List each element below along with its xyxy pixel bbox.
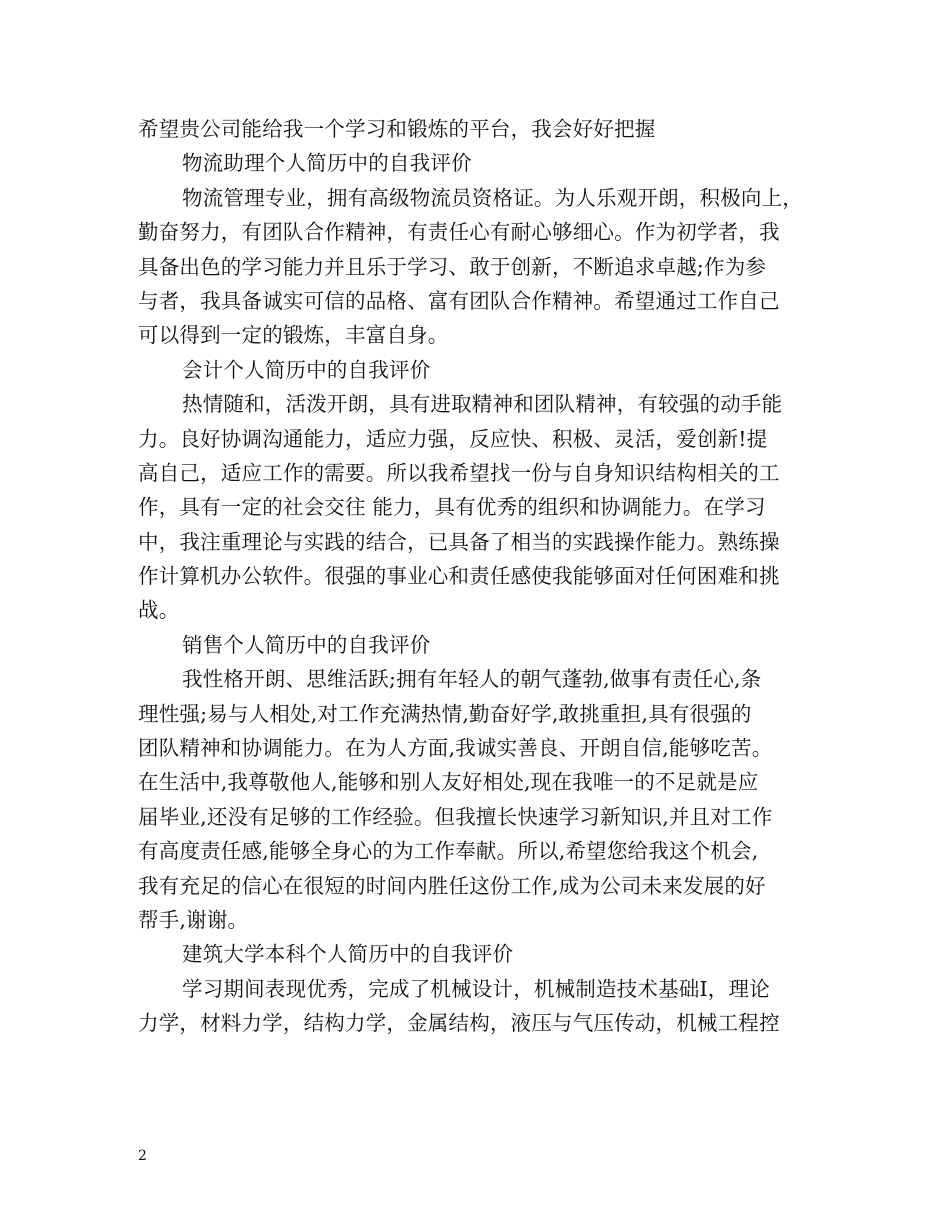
text-line: 希望贵公司能给我一个学习和锻炼的平台，我会好好把握 <box>138 117 656 141</box>
text-line: 高自己，适应工作的需要。所以我希望找一份与自身知识结构相关的工 <box>138 460 780 485</box>
section-heading-logistics: 物流助理个人简历中的自我评价 <box>182 151 472 176</box>
text-line: 战。 <box>138 598 180 623</box>
section-heading-architecture: 建筑大学本科个人简历中的自我评价 <box>182 942 514 967</box>
text-line: 我性格开朗、思维活跃;拥有年轻人的朝气蓬勃,做事有责任心,条 <box>182 667 762 692</box>
text-line: 中，我注重理论与实践的结合，已具备了相当的实践操作能力。熟练操 <box>138 529 780 554</box>
text-line: 勤奋努力，有团队合作精神，有责任心有耐心够细心。作为初学者，我 <box>138 220 780 245</box>
text-line: 力。良好协调沟通能力，适应力强，反应快、积极、灵活，爱创新!提 <box>138 426 768 451</box>
section-heading-sales: 销售个人简历中的自我评价 <box>182 632 431 657</box>
document-body <box>138 112 828 1041</box>
text-line: 学习期间表现优秀，完成了机械设计，机械制造技术基础Ⅰ，理论 <box>182 976 770 1001</box>
page-number: 2 <box>138 1148 147 1164</box>
text-line: 有高度责任感,能够全身心的为工作奉献。所以,希望您给我这个机会, <box>138 839 759 864</box>
text-line: 理性强;易与人相处,对工作充满热情,勤奋好学,敢挑重担,具有很强的 <box>138 701 752 726</box>
text-line: 物流管理专业，拥有高级物流员资格证。为人乐观开朗，积极向上， <box>182 185 803 210</box>
text-line: 作计算机办公软件。很强的事业心和责任感使我能够面对任何困难和挑 <box>138 564 780 589</box>
text-line: 团队精神和协调能力。在为人方面,我诚实善良、开朗自信,能够吃苦。 <box>138 736 773 761</box>
text-line: 可以得到一定的锻炼，丰富自身。 <box>138 323 449 348</box>
text-line: 在生活中,我尊敬他人,能够和别人友好相处,现在我唯一的不足就是应 <box>138 770 759 795</box>
text-line: 我有充足的信心在很短的时间内胜任这份工作,成为公司未来发展的好 <box>138 873 766 898</box>
text-line: 热情随和，活泼开朗，具有进取精神和团队精神，有较强的动手能 <box>182 392 783 417</box>
text-line: 作，具有一定的社会交往 能力，具有优秀的组织和协调能力。在学习 <box>138 495 766 520</box>
section-heading-accounting: 会计个人简历中的自我评价 <box>182 357 431 382</box>
text-line: 与者，我具备诚实可信的品格、富有团队合作精神。希望通过工作自己 <box>138 288 780 313</box>
text-line: 届毕业,还没有足够的工作经验。但我擅长快速学习新知识,并且对工作 <box>138 804 773 829</box>
text-line: 具备出色的学习能力并且乐于学习、敢于创新，不断追求卓越;作为参 <box>138 254 767 279</box>
text-line: 力学，材料力学，结构力学，金属结构，液压与气压传动，机械工程控 <box>138 1011 780 1036</box>
text-line: 帮手,谢谢。 <box>138 907 249 932</box>
